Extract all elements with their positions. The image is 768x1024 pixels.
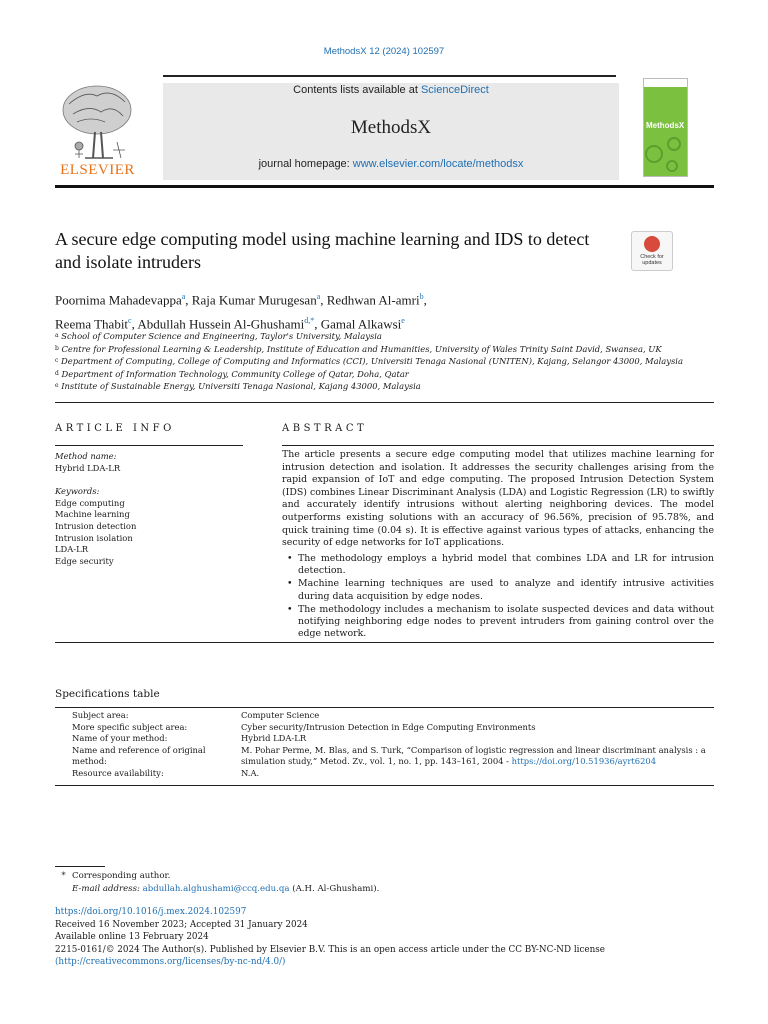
- footnote-block: [55, 870, 715, 895]
- article-title: A secure edge computing model using machine learning and IDS to detect and isolate intruders: [55, 229, 590, 272]
- keywords-label: Keywords:: [55, 486, 100, 497]
- keyword-item: Edge computing: [55, 497, 125, 508]
- license-statement: 2215-0161/© 2024 The Author(s). Published by Elsevier B.V. This is an open access article under the CC BY-NC-ND license: [55, 944, 605, 955]
- author-separator: ,: [314, 316, 321, 332]
- homepage-line: [163, 158, 619, 170]
- keyword-item: LDA-LR: [55, 544, 89, 555]
- affiliation-mark: a: [55, 332, 59, 339]
- affiliation-text: Institute of Sustainable Energy, Universiti Tenaga Nasional, Kajang 43000, Malaysia: [61, 381, 421, 392]
- author-separator: ,: [131, 316, 138, 332]
- author-affiliation-mark[interactable]: b: [419, 292, 424, 301]
- table-row: [55, 722, 714, 734]
- affiliation-item: [55, 343, 735, 356]
- affiliation-text: Centre for Professional Learning & Leadership, Institute of Education and Humanities, University of Wales Trinity Saint David, Swansea, UK: [61, 343, 662, 354]
- bookmark-icon: [644, 236, 660, 252]
- specifications-title: Specifications table: [55, 688, 160, 700]
- highlight-item: [282, 553, 714, 577]
- author-separator: ,: [185, 292, 192, 308]
- affiliation-list: [55, 330, 735, 393]
- author-name[interactable]: Raja Kumar Murugesan: [191, 292, 317, 308]
- homepage-link[interactable]: www.elsevier.com/locate/methodsx: [352, 158, 524, 170]
- keyword-item: Intrusion isolation: [55, 532, 133, 543]
- author-affiliation-mark[interactable]: a: [181, 292, 186, 301]
- corresponding-author-note: [55, 870, 715, 883]
- cover-title: MethodsX: [646, 121, 685, 130]
- table-row: [55, 710, 714, 722]
- author-affiliation-mark[interactable]: a: [316, 292, 321, 301]
- author-name[interactable]: Poornima Mahadevappa: [55, 292, 182, 308]
- reference-doi-link[interactable]: https://doi.org/10.51936/ayrt6204: [511, 756, 657, 767]
- sciencedirect-link[interactable]: ScienceDirect: [420, 84, 489, 96]
- footnote-mark: *: [61, 871, 66, 881]
- table-row: [55, 733, 714, 745]
- author-affiliation-mark[interactable]: e: [401, 316, 405, 326]
- affiliation-text: Department of Computing, College of Computing and Informatics (CCI), Universiti Tenaga Nasional (UNITEN), Kajang, Selangor 43000, Malaysia: [61, 356, 683, 367]
- email-label: E-mail address:: [72, 883, 140, 894]
- received-dates: Received 16 November 2023; Accepted 31 January 2024: [55, 919, 308, 930]
- license-link[interactable]: (http://creativecommons.org/licenses/by-nc-nd/4.0/): [55, 957, 286, 968]
- email-link[interactable]: abdullah.alghushami@ccq.edu.qa: [142, 883, 290, 894]
- article-info-rule: [55, 445, 243, 446]
- email-note: [55, 883, 715, 896]
- highlight-item: [282, 604, 714, 641]
- author-list: [55, 286, 675, 335]
- journal-citation[interactable]: MethodsX 12 (2024) 102597: [323, 46, 445, 57]
- keyword-item: Edge security: [55, 555, 114, 566]
- affiliation-text: School of Computer Science and Engineering, Taylor's University, Malaysia: [61, 331, 382, 341]
- author-separator: ,: [320, 292, 327, 308]
- keyword-item: Intrusion detection: [55, 520, 137, 531]
- cover-graphic: [644, 134, 687, 174]
- section-divider: [55, 402, 714, 403]
- author-affiliation-mark[interactable]: c: [128, 316, 132, 326]
- table-bottom-rule: [55, 785, 714, 786]
- table-cell-label: Name of your method:: [72, 733, 168, 744]
- journal-name: MethodsX: [350, 117, 432, 138]
- keyword-item: Machine learning: [55, 509, 130, 520]
- method-name-label: Method name:: [55, 451, 117, 461]
- table-cell-label: Name and reference of original method:: [72, 744, 206, 767]
- bullet-icon: •: [287, 578, 293, 590]
- table-cell-value: Cyber security/Intrusion Detection in Edge Computing Environments: [241, 721, 536, 732]
- journal-cover-image: [643, 78, 688, 177]
- affiliation-mark: c: [55, 357, 59, 365]
- affiliation-mark: d: [55, 369, 59, 377]
- homepage-prefix: journal homepage:: [258, 158, 353, 170]
- abstract-rule: [282, 445, 714, 446]
- article-info-heading: ARTICLE INFO: [55, 423, 175, 434]
- article-info-panel: [55, 451, 245, 567]
- bullet-icon: •: [287, 553, 293, 564]
- contents-line: [163, 84, 619, 96]
- highlights-list: [282, 553, 714, 641]
- author-name[interactable]: Abdullah Hussein Al-Ghushami: [137, 316, 305, 332]
- abstract-text: The article presents a secure edge computing model that utilizes machine learning for intrusion detection and isolation. It addresses the security challenges arising from the rapid expansion of IoT and edge computing. The proposed Intrusion Detection System (IDS) combines Linear Discriminant Analysis (LDA) and Logistic Regression (LR) to swiftly and accurately identify intrusions without alerting neighboring devices. The model outperforms existing solutions with an accuracy of 96.56%, precision of 95.78%, and quick training time (0.04 s). It is effective against various types of attacks, enhancing the security of edge networks for IoT applications.: [282, 449, 714, 549]
- reference-text: M. Pohar Perme, M. Blas, and S. Turk, “Comparison of logistic regression and linear discriminant analysis : a simulation study,” Metod. Zv., vol. 1, no. 1, pp. 143–161, 2004 -: [241, 744, 706, 767]
- header-rule-bottom: [55, 185, 714, 188]
- author-separator: ,: [423, 292, 427, 308]
- affiliation-text: Department of Information Technology, Community College of Qatar, Doha, Qatar: [61, 368, 409, 379]
- check-for-updates-label: Check for updates: [640, 254, 664, 266]
- author-name[interactable]: Redhwan Al-amri: [326, 292, 420, 308]
- table-cell-value: [241, 745, 714, 768]
- affiliation-item: [55, 330, 735, 343]
- available-online: Available online 13 February 2024: [55, 932, 209, 943]
- bullet-icon: •: [287, 603, 293, 615]
- corresponding-text: Corresponding author.: [72, 871, 171, 881]
- footnote-rule: [55, 866, 105, 867]
- highlight-item: [282, 578, 714, 602]
- check-for-updates-button[interactable]: [631, 231, 673, 271]
- affiliation-mark: b: [55, 344, 59, 352]
- author-name[interactable]: Reema Thabit: [55, 316, 129, 332]
- header-rule-top: [163, 75, 616, 77]
- table-cell-label: Resource availability:: [72, 767, 164, 778]
- table-cell-label: Subject area:: [72, 710, 129, 720]
- table-cell-value: Computer Science: [241, 710, 320, 720]
- method-name-value: Hybrid LDA-LR: [55, 462, 121, 473]
- highlight-text: The methodology includes a mechanism to isolate suspected devices and data without notifying neighboring edge nodes to prevent intruders from gaining control over the edge network.: [298, 603, 714, 640]
- section-divider: [55, 642, 714, 643]
- doi-link[interactable]: https://doi.org/10.1016/j.mex.2024.102597: [55, 907, 247, 917]
- email-suffix: (A.H. Al-Ghushami).: [289, 883, 380, 894]
- author-name[interactable]: Gamal Alkawsi: [320, 316, 402, 332]
- highlight-text: Machine learning techniques are used to analyze and identify intrusive activities during data acquisition by edge nodes.: [298, 578, 714, 602]
- affiliation-item: [55, 380, 735, 393]
- affiliation-item: [55, 368, 735, 381]
- affiliation-item: [55, 355, 735, 368]
- elsevier-wordmark: ELSEVIER: [60, 162, 135, 178]
- cover-strip: [644, 79, 687, 87]
- highlight-text: The methodology employs a hybrid model that combines LDA and LR for intrusion detection.: [298, 553, 714, 577]
- author-affiliation-mark[interactable]: d,*: [304, 316, 315, 326]
- table-cell-label: More specific subject area:: [72, 721, 188, 732]
- table-row: [55, 768, 714, 780]
- abstract-heading: ABSTRACT: [282, 423, 368, 434]
- contents-prefix: Contents lists available at: [293, 84, 421, 96]
- table-cell-value: Hybrid LDA-LR: [241, 733, 307, 744]
- affiliation-mark: e: [55, 382, 59, 390]
- table-cell-value: N.A.: [241, 767, 260, 778]
- table-row: [55, 745, 714, 768]
- table-top-rule: [55, 707, 714, 708]
- article-footer: [55, 906, 715, 969]
- specifications-table: [55, 710, 714, 780]
